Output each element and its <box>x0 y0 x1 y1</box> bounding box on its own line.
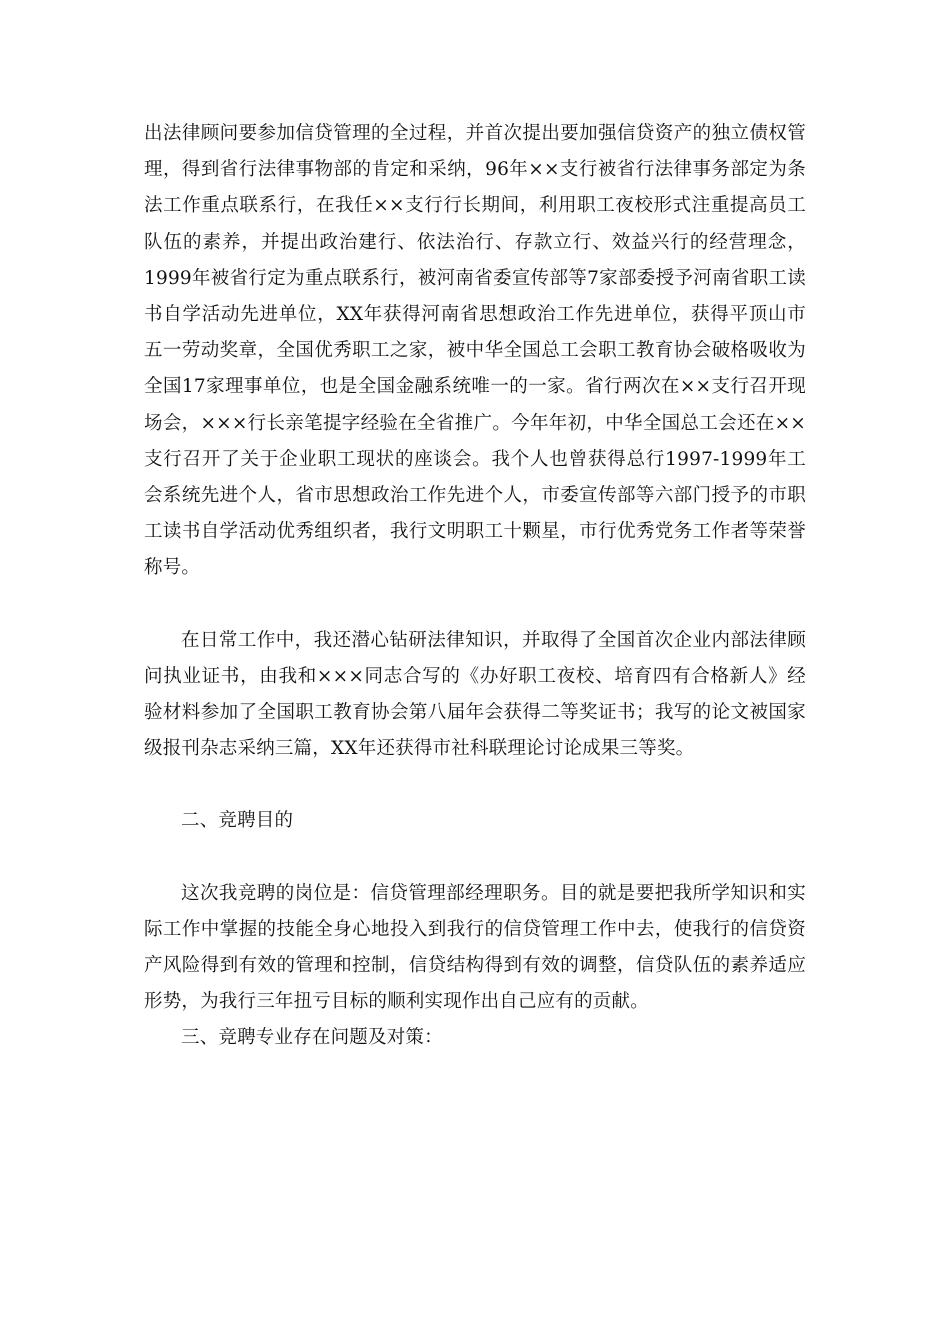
paragraph-purpose: 这次我竞聘的岗位是：信贷管理部经理职务。目的就是要把我所学知识和实际工作中掌握的技能全身心地投入到我行的信贷管理工作中去，使我行的信贷资产风险得到有效的管理和控制，信贷结构得到有效的调整，信贷队伍的素养适应形势，为我行三年扭亏目标的顺利实现作出自己应有的贡献。 <box>144 882 806 1013</box>
section-heading-purpose: 二、竞聘目的 <box>181 810 294 832</box>
paragraph-legal-knowledge: 在日常工作中，我还潜心钻研法律知识，并取得了全国首次企业内部法律顾问执业证书，由我和×××同志合写的《办好职工夜校、培育四有合格新人》经验材料参加了全国职工教育协会第八届年会获得二等奖证书；我写的论文被国家级报刊杂志采纳三篇，XX年还获得市社科联理论讨论成果三等奖。 <box>144 629 806 760</box>
section-heading-problems: 三、竞聘专业存在问题及对策： <box>181 1027 443 1049</box>
document-body <box>144 116 806 1057</box>
paragraph-achievements: 出法律顾问要参加信贷管理的全过程，并首次提出要加强信贷资产的独立债权管理，得到省行法律事物部的肯定和采纳，96年××支行被省行法律事务部定为条法工作重点联系行，在我任××支行行长期间，利用职工夜校形式注重提高员工队伍的素养，并提出政治建行、依法治行、存款立行、效益兴行的经营理念，1999年被省行定为重点联系行，被河南省委宣传部等7家部委授予河南省职工读书自学活动先进单位，XX年获得河南省思想政治工作先进单位，获得平顶山市五一劳动奖章，全国优秀职工之家，被中华全国总工会职工教育协会破格吸收为全国17家理事单位，也是全国金融系统唯一的一家。省行两次在××支行召开现场会，×××行长亲笔提字经验在全省推广。今年年初，中华全国总工会还在××支行召开了关于企业职工现状的座谈会。我个人也曾获得总行1997-1999年工会系统先进个人，省市思想政治工作先进个人，市委宣传部等六部门授予的市职工读书自学活动优秀组织者，我行文明职工十颗星，市行优秀党务工作者等荣誉称号。 <box>144 123 806 579</box>
